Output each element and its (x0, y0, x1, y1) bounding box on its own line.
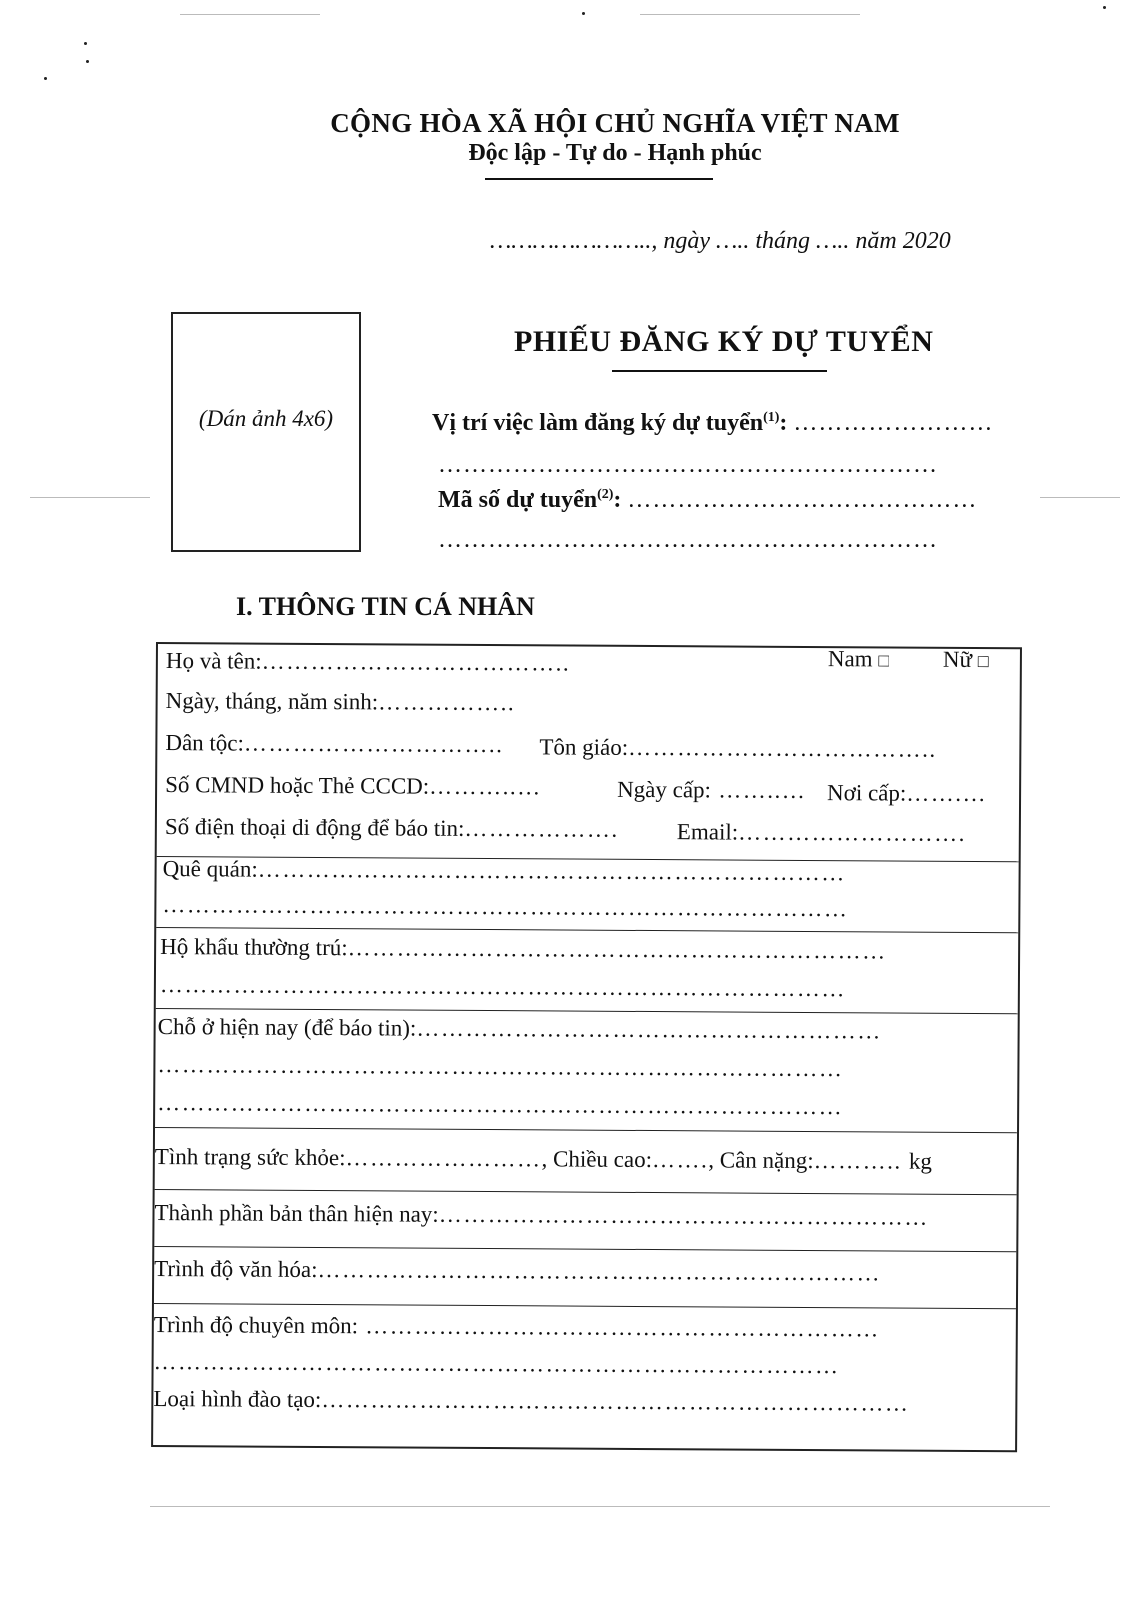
nation-title: CỘNG HÒA XÃ HỘI CHỦ NGHĨA VIỆT NAM (330, 108, 900, 138)
motto-underline (485, 178, 713, 180)
section-title: I. THÔNG TIN CÁ NHÂN (236, 592, 535, 621)
permanent-address-field[interactable]: Hộ khẩu thường trú:………………………………………………………… (160, 934, 887, 964)
row-divider (154, 1303, 1016, 1309)
ethnicity-field[interactable]: Dân tộc:………………………….. (165, 730, 504, 758)
scan-artifact (86, 60, 89, 63)
gender-male[interactable]: Nam □ (827, 646, 890, 672)
email-field[interactable]: Email:………………………. (676, 819, 967, 846)
row-divider (156, 927, 1018, 933)
scan-artifact (1040, 497, 1120, 498)
issue-place-field[interactable]: Nơi cấp:…….… (827, 780, 988, 807)
phone-field[interactable]: Số điện thoại di động để báo tin:………………. (164, 814, 619, 842)
current-address-field-line-2[interactable]: ………………………………………………………………………… (157, 1052, 844, 1082)
weight-unit: kg (908, 1148, 932, 1174)
position-field-line-2[interactable]: …………………………………………………… (438, 452, 938, 478)
personal-info-table (151, 642, 1022, 1452)
gender-female[interactable]: Nữ □ (942, 646, 989, 672)
form-title: PHIẾU ĐĂNG KÝ DỰ TUYỂN (514, 325, 934, 358)
permanent-address-field-line-2[interactable]: ………………………………………………………………………… (159, 972, 846, 1002)
dateline: ………………….., ngày ….. tháng ….. năm 2020 (490, 228, 951, 254)
hometown-field[interactable]: Quê quán:……………………………………………………………… (162, 856, 846, 886)
current-address-field-line-3[interactable]: ………………………………………………………………………… (157, 1090, 844, 1120)
health-field[interactable]: Tình trạng sức khỏe:……………………, Chiều cao:……., Cân nặng:……….. kg (154, 1144, 932, 1174)
male-checkbox[interactable]: □ (878, 650, 890, 671)
code-note: (2) (597, 487, 614, 502)
hometown-field-line-2[interactable]: ………………………………………………………………………… (162, 892, 849, 922)
scan-artifact (30, 497, 150, 498)
row-divider (154, 1246, 1016, 1252)
position-note: (1) (763, 410, 780, 425)
scan-artifact (150, 1506, 1050, 1507)
photo-box (171, 312, 361, 552)
position-label: Vị trí việc làm đăng ký dự tuyển (432, 410, 764, 436)
education-field[interactable]: Trình độ văn hóa:…………………………………………………………… (154, 1256, 882, 1286)
current-address-field[interactable]: Chỗ ở hiện nay (để báo tin):………………………………………………… (157, 1014, 882, 1044)
scan-artifact (640, 14, 860, 15)
position-field[interactable]: Vị trí việc làm đăng ký dự tuyển$^{(1)}$: …………………… (432, 410, 994, 436)
qualification-field[interactable]: Trình độ chuyên môn: ……………………………………………………… (153, 1311, 880, 1342)
row-divider (155, 1127, 1017, 1133)
female-checkbox[interactable]: □ (977, 651, 989, 672)
scan-artifact (582, 12, 585, 15)
social-status-field[interactable]: Thành phần bản thân hiện nay:…………………………………………………… (154, 1200, 929, 1230)
religion-field[interactable]: Tôn giáo:……………………………….. (539, 734, 937, 762)
full-name-label: Họ và tên: (165, 648, 262, 674)
qualification-field-line-2[interactable]: ………………………………………………………………………… (153, 1348, 840, 1379)
training-type-field[interactable]: Loại hình đào tạo:……………………………………………………………… (153, 1385, 910, 1416)
scan-artifact (44, 77, 47, 80)
scan-artifact (1103, 6, 1106, 9)
row-divider (156, 1008, 1018, 1014)
dob-field[interactable]: Ngày, tháng, năm sinh:…………….. (165, 688, 516, 716)
motto: Độc lập - Tự do - Hạnh phúc (468, 140, 762, 166)
photo-placeholder: (Dán ảnh 4x6) (198, 406, 334, 431)
scan-artifact (84, 42, 87, 45)
code-field-line-2[interactable]: …………………………………………………… (438, 527, 938, 553)
code-label: Mã số dự tuyển (438, 487, 598, 513)
id-number-field[interactable]: Số CMND hoặc Thẻ CCCD:………..… (165, 772, 542, 800)
code-field[interactable]: Mã số dự tuyển$^{(2)}$: …………………………………… (438, 487, 978, 513)
scan-artifact (180, 14, 320, 15)
row-divider (155, 1189, 1017, 1195)
issue-date-field[interactable]: Ngày cấp: ……..… (617, 776, 807, 803)
full-name-field[interactable]: Họ và tên:……………………………….. (165, 648, 571, 676)
form-title-underline (612, 370, 827, 372)
